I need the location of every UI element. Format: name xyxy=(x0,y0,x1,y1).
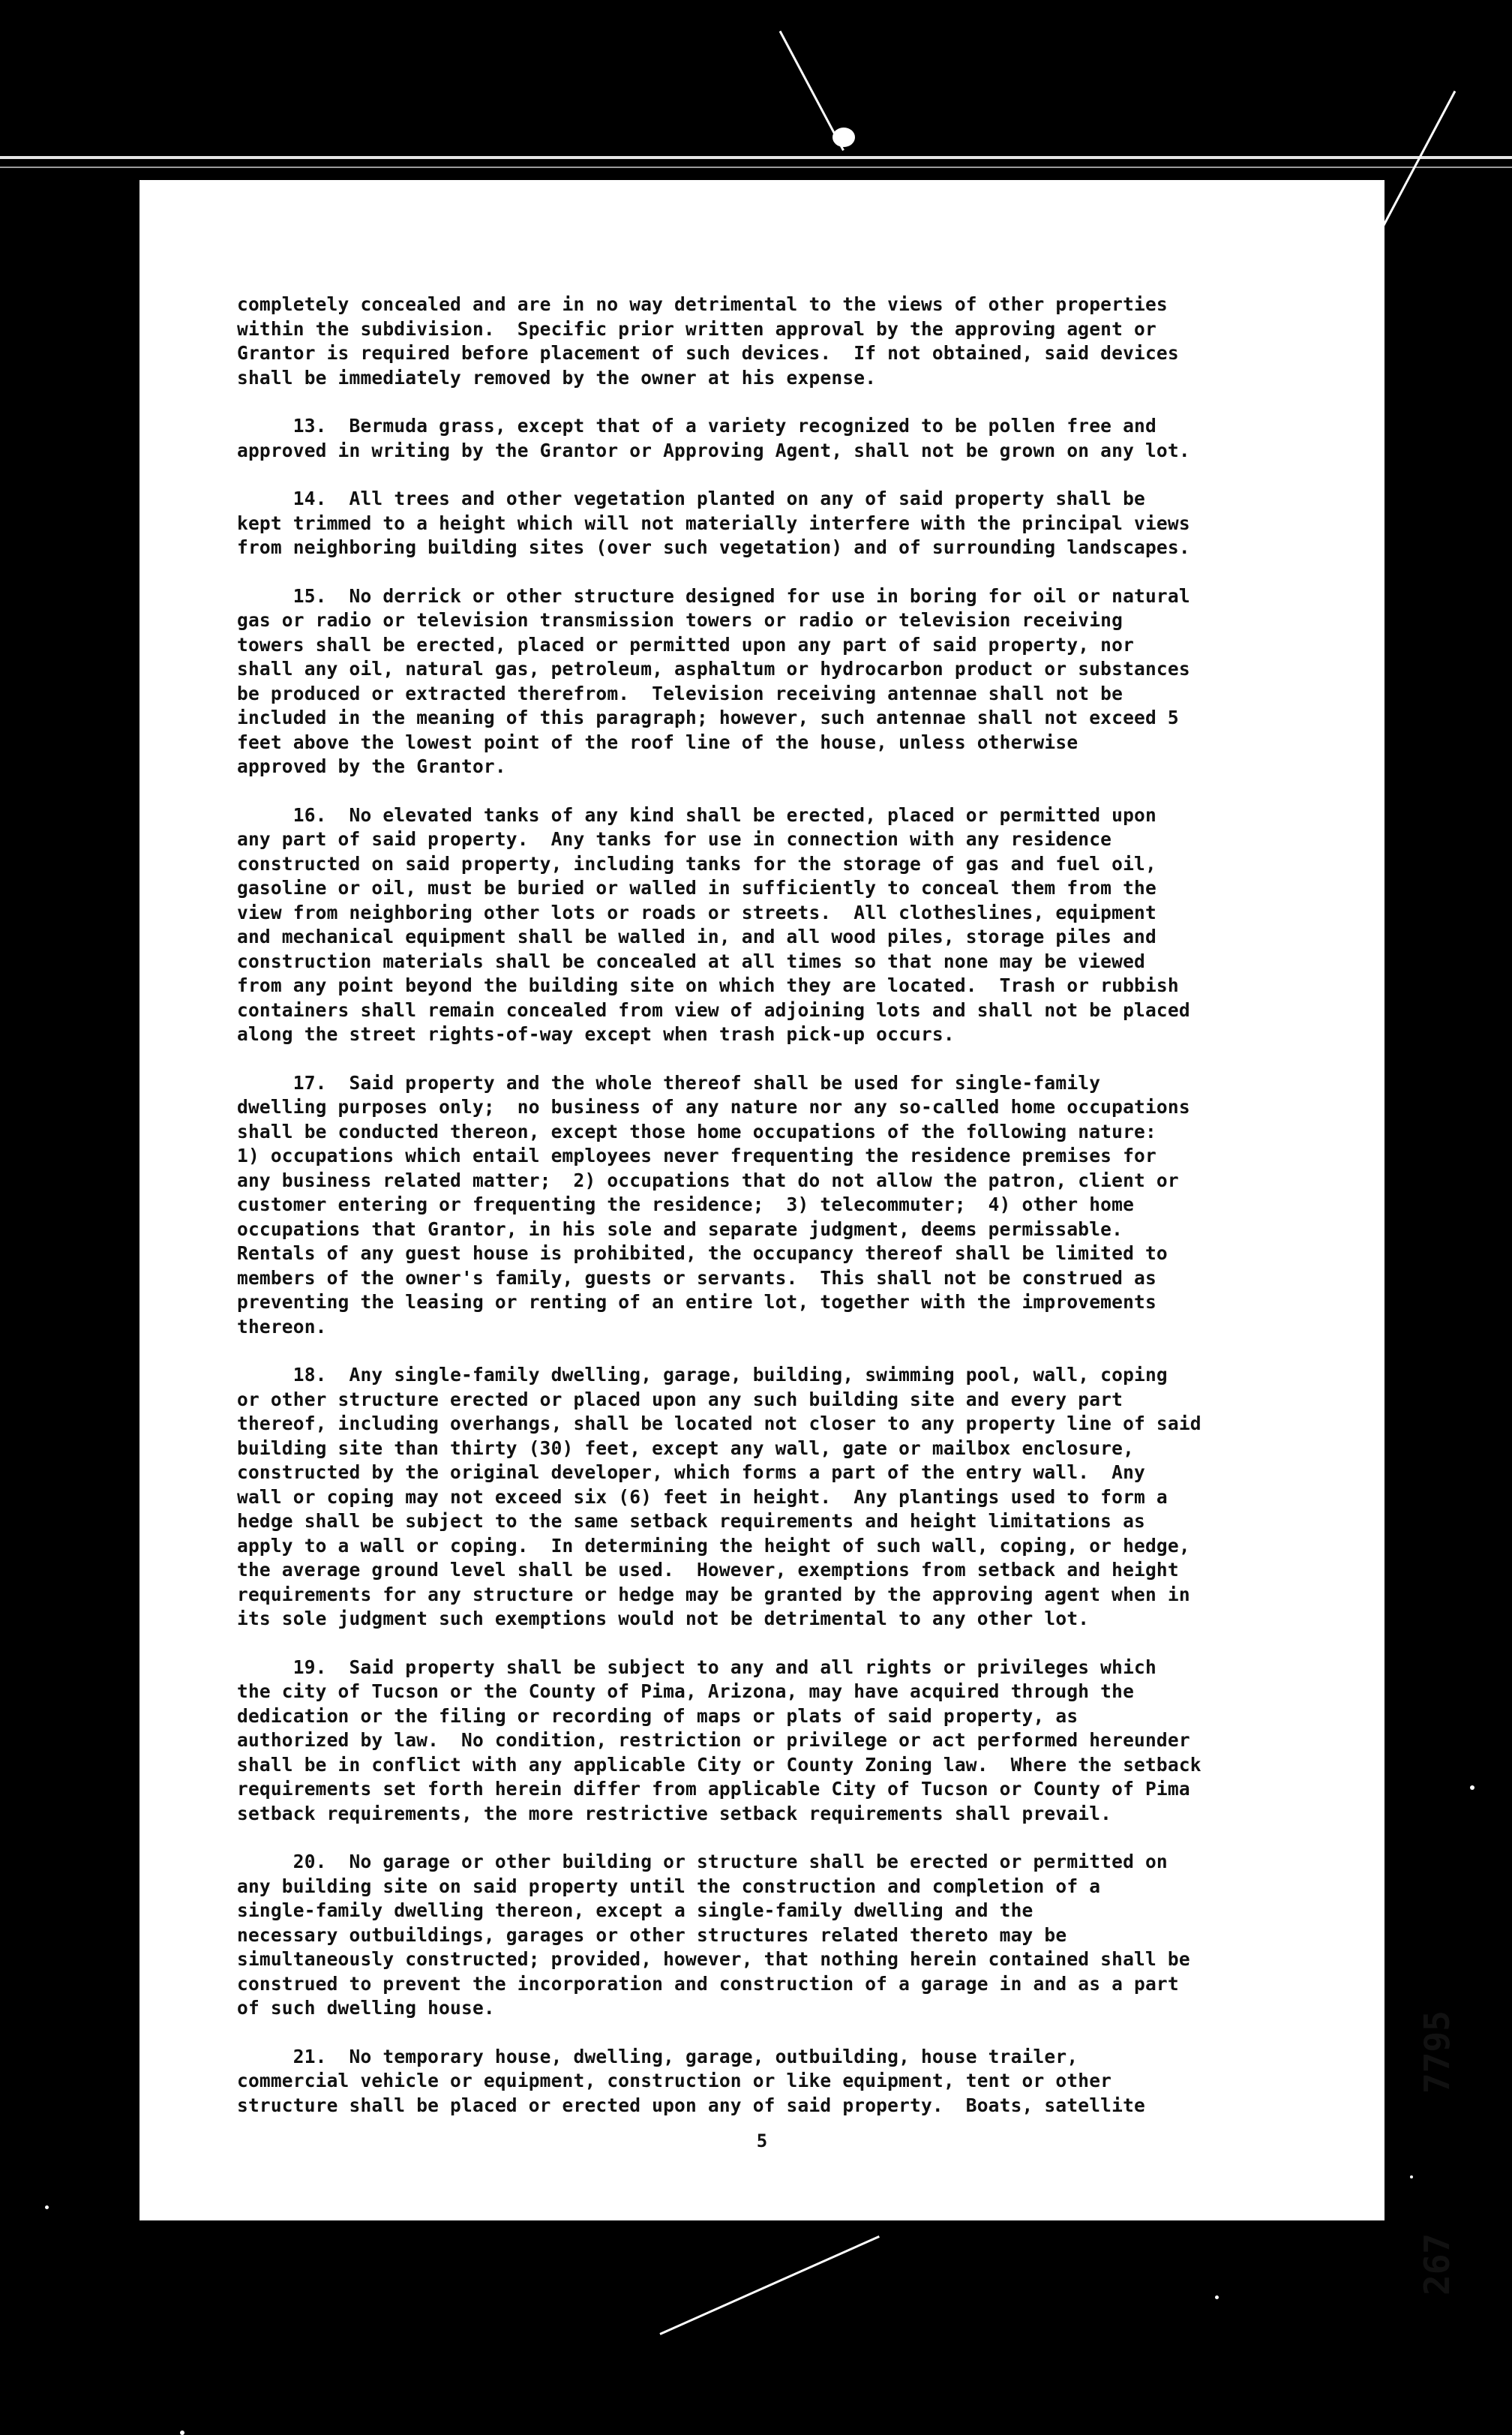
scan-speck xyxy=(1215,2295,1219,2299)
page-number: 5 xyxy=(756,2130,768,2151)
recording-stamp xyxy=(1414,2010,1460,2295)
recording-page-number: 267 xyxy=(1417,2232,1457,2295)
paragraph-19: 19. Said property shall be subject to any and all rights or privileges which the city of Tucson or the County of Pima, Arizona, may have acquired through the dedication or the filing or recording of maps or plats of said property, as authorized by law. No condition, restriction or privilege or act performed hereunder shall be in conflict with any applicable City or County Zoning law. Where the setback requirements set forth herein differ from applicable City of Tucson or County of Pima setback requirements, the more restrictive setback requirements shall prevail. xyxy=(237,1656,1202,1824)
scan-speck xyxy=(1410,2175,1413,2178)
scan-speck xyxy=(832,128,855,147)
paragraph-15: 15. No derrick or other structure designed for use in boring for oil or natural gas or radio or television transmission towers or radio or television receiving towers shall be erected, placed or permitted upon any part of said property, nor shall any oil, natural gas, petroleum, asphaltum or hydrocarbon product or substances be produced or extracted therefrom. Television receiving antennae shall not be included in the meaning of this paragraph; however, such antennae shall not exceed 5 feet above the lowest point of the roof line of the house, unless otherwise approved by the Grantor. xyxy=(237,584,1190,777)
recording-docket-number: 7795 xyxy=(1417,2010,1457,2094)
scan-speck xyxy=(180,2430,184,2435)
paragraph-13: 13. Bermuda grass, except that of a variety recognized to be pollen free and approved in writing by the Grantor or Approving Agent, shall not be grown on any lot. xyxy=(237,415,1190,461)
scan-speck xyxy=(45,2205,49,2209)
paragraph-18: 18. Any single-family dwelling, garage, building, swimming pool, wall, coping or other structure erected or placed upon any such building site and every part thereof, including overhangs, shall be located not closer to any property line of said building site than thirty (30) feet, except any wall, gate or mailbox enclosure, constructed by the original developer, which forms a part of the entry wall. Any wall or coping may not exceed six (6) feet in height. Any plantings used to form a hedge shall be subject to the same setback requirements and height limitations as apply to a wall or coping. In determining the height of such wall, coping, or hedge, the average ground level shall be used. However, exemptions from setback and height requirements for any structure or hedge may be granted by the approving agent when in its sole judgment such exemptions would not be detrimental to any other lot. xyxy=(237,1364,1202,1629)
paragraph-21: 21. No temporary house, dwelling, garage, outbuilding, house trailer, commercial vehicle or equipment, construction or like equipment, tent or other structure shall be placed or erected upon any of said property. Boats, satellite xyxy=(237,2045,1145,2116)
paragraph-17: 17. Said property and the whole thereof shall be used for single-family dwelling purposes only; no business of any nature nor any so-called home occupations shall be conducted thereon, except those home occupations of the following nature: 1) occupations which entail employees never frequenting the residence premises for any business related matter; 2) occupations that do not allow the patron, client or customer entering or frequenting the residence; 3) telecommuter; 4) other home occupations that Grantor, in his sole and separate judgment, deems permissable. Rentals of any guest house is prohibited, the occupancy thereof shall be limited to members of the owner's family, guests or servants. This shall not be construed as preventing the leasing or renting of an entire lot, together with the improvements thereon. xyxy=(237,1071,1190,1338)
document-page xyxy=(140,180,1457,2295)
paragraph-continuation: completely concealed and are in no way detrimental to the views of other properties within the subdivision. Specific prior written approval by the approving agent or Grantor is required before placement of such devices. If not obtained, said devices shall be immediately removed by the owner at his expense. xyxy=(237,293,1179,389)
paragraph-16: 16. No elevated tanks of any kind shall be erected, placed or permitted upon any part of said property. Any tanks for use in connection with any residence constructed on said property, including tanks for the storage of gas and fuel oil, gasoline or oil, must be buried or walled in sufficiently to conceal them from the view from neighboring other lots or roads or streets. All clotheslines, equipment and mechanical equipment shall be walled in, and all wood piles, storage piles and construction materials shall be concealed at all times so that none may be viewed from any point beyond the building site on which they are located. Trash or rubbish containers shall remain concealed from view of adjoining lots and shall not be placed along the street rights-of-way except when trash pick-up occurs. xyxy=(237,803,1190,1045)
scan-edge-line xyxy=(0,156,1512,159)
scan-edge-line-secondary xyxy=(0,167,1512,168)
paragraph-14: 14. All trees and other vegetation planted on any of said property shall be kept trimmed to a height which will not materially interfere with the principal views from neighboring building sites (over such vegetation) and of surrounding landscapes. xyxy=(237,488,1190,558)
document-body xyxy=(237,293,1287,2142)
paragraph-20: 20. No garage or other building or structure shall be erected or permitted on any building site on said property until the construction and completion of a single-family dwelling thereon, except a single-family dwelling and the necessary outbuildings, garages or other structures related thereto may be simultaneously constructed; provided, however, that nothing herein contained shall be construed to prevent the incorporation and construction of a garage in and as a part of such dwelling house. xyxy=(237,1851,1190,2019)
scan-speck xyxy=(1470,1785,1474,1790)
